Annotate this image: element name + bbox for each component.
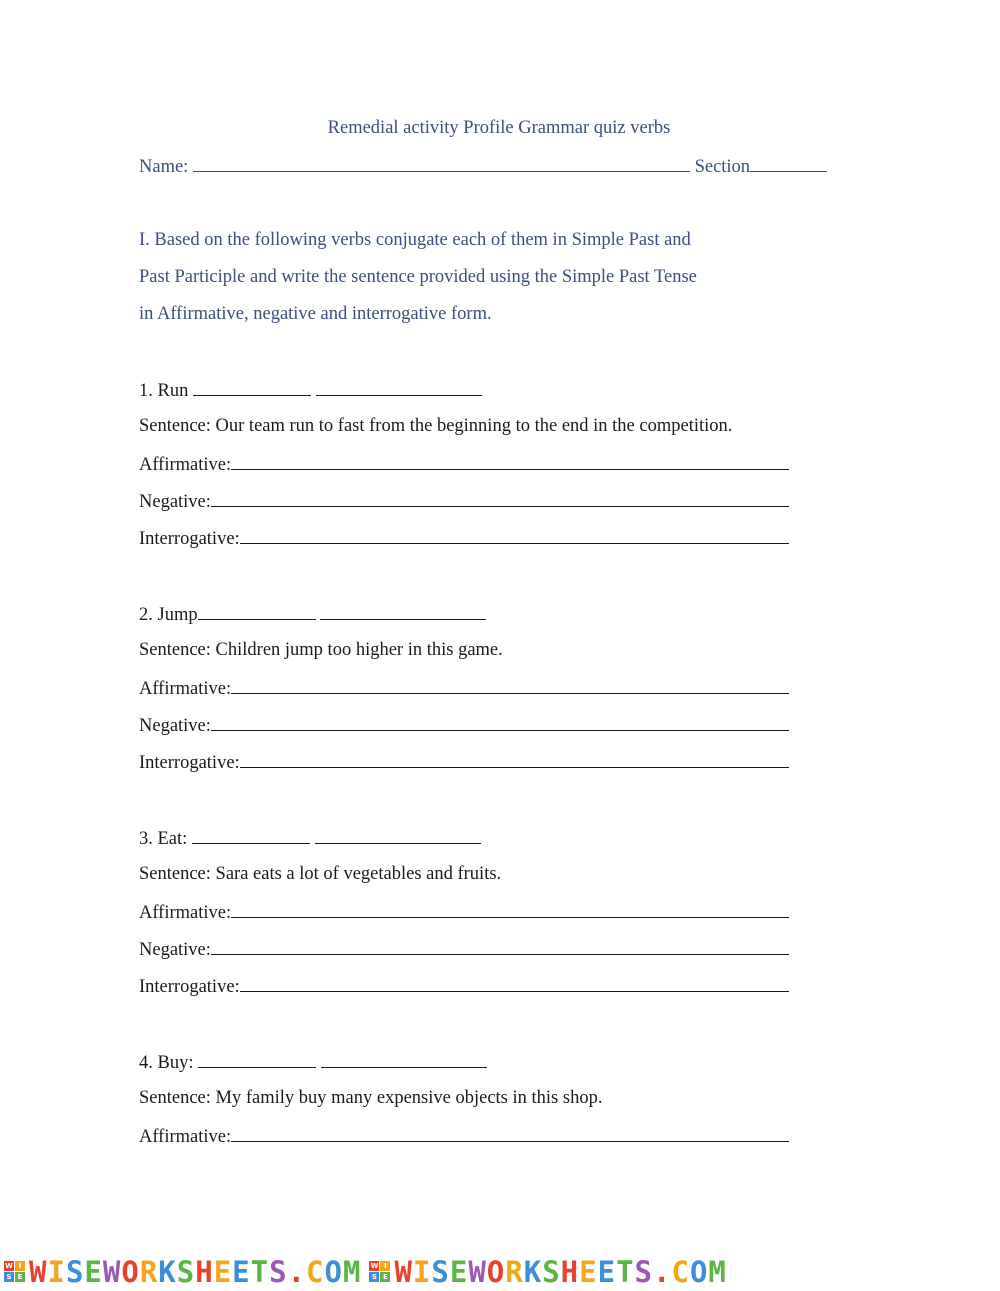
watermark-letter: .	[287, 1254, 307, 1289]
negative-row	[139, 488, 789, 514]
logo-letter: S	[4, 1272, 14, 1282]
sentence: Sentence: Our team run to fast from the beginning to the end in the competition.	[139, 416, 733, 436]
affirmative-blank[interactable]	[231, 899, 789, 918]
affirmative-row	[139, 675, 789, 701]
negative-label: Negative:	[139, 492, 211, 512]
watermark-letter: R	[139, 1254, 159, 1289]
watermark-letter: M	[342, 1254, 362, 1289]
logo-icon	[369, 1261, 390, 1282]
affirmative-label: Affirmative:	[139, 679, 232, 699]
watermark-letter: .	[653, 1254, 672, 1289]
sentence: Sentence: My family buy many expensive objects in this shop.	[139, 1088, 603, 1108]
verb-row	[139, 377, 482, 403]
section-blank[interactable]	[750, 153, 827, 172]
watermark-group	[369, 1254, 726, 1290]
interrogative-label: Interrogative:	[139, 753, 240, 773]
instruction-line-1: I. Based on the following verbs conjugate each of them in Simple Past and	[139, 230, 691, 250]
watermark-letter: E	[597, 1254, 617, 1289]
watermark-letter: T	[616, 1254, 635, 1289]
watermark-letter: W	[29, 1254, 48, 1289]
verb-row	[139, 825, 481, 851]
name-row	[139, 153, 827, 179]
simple-past-blank[interactable]	[192, 825, 310, 844]
logo-letter: I	[15, 1261, 25, 1271]
watermark-letter: H	[560, 1254, 580, 1289]
negative-blank[interactable]	[211, 488, 789, 507]
watermark-letter: S	[542, 1254, 561, 1289]
logo-letter: S	[369, 1272, 379, 1282]
watermark-letter: C	[671, 1254, 690, 1289]
negative-blank[interactable]	[211, 712, 789, 731]
watermark-letter: E	[449, 1254, 469, 1289]
watermark-letter: K	[523, 1254, 543, 1289]
affirmative-blank[interactable]	[231, 1123, 789, 1142]
logo-letter: W	[370, 1262, 379, 1270]
instruction-line-2: Past Participle and write the sentence provided using the Simple Past Tense	[139, 267, 697, 287]
verb-label: 3. Eat:	[139, 829, 188, 849]
interrogative-label: Interrogative:	[139, 977, 240, 997]
past-participle-blank[interactable]	[320, 601, 486, 620]
watermark-letter: W	[394, 1254, 413, 1289]
watermark-footer	[0, 1252, 1000, 1291]
instruction-line-3: in Affirmative, negative and interrogative form.	[139, 304, 492, 324]
past-participle-blank[interactable]	[321, 1049, 487, 1068]
watermark-letter: E	[232, 1254, 251, 1289]
watermark-letter: O	[689, 1254, 709, 1289]
watermark-letter: S	[269, 1254, 288, 1289]
sentence: Sentence: Children jump too higher in this game.	[139, 640, 503, 660]
watermark-group	[4, 1254, 361, 1290]
affirmative-row	[139, 1123, 789, 1149]
logo-letter: E	[15, 1272, 25, 1282]
past-participle-blank[interactable]	[316, 377, 482, 396]
negative-label: Negative:	[139, 940, 211, 960]
verb-label: 2. Jump	[139, 605, 198, 625]
simple-past-blank[interactable]	[193, 377, 311, 396]
watermark-letter: W	[468, 1254, 487, 1289]
logo-icon	[4, 1261, 25, 1282]
watermark-letter: E	[579, 1254, 598, 1289]
negative-label: Negative:	[139, 716, 211, 736]
affirmative-label: Affirmative:	[139, 455, 232, 475]
affirmative-blank[interactable]	[231, 675, 789, 694]
watermark-letter: M	[708, 1254, 727, 1289]
watermark-letter: E	[213, 1254, 233, 1289]
watermark-text	[394, 1254, 726, 1290]
logo-letter: W	[5, 1262, 13, 1270]
watermark-letter: I	[47, 1254, 66, 1289]
watermark-letter: S	[65, 1254, 85, 1289]
simple-past-blank[interactable]	[198, 601, 316, 620]
sentence: Sentence: Sara eats a lot of vegetables and fruits.	[139, 864, 502, 884]
watermark-letter: S	[431, 1254, 450, 1289]
negative-blank[interactable]	[211, 936, 789, 955]
interrogative-blank[interactable]	[240, 525, 789, 544]
name-blank[interactable]	[193, 153, 690, 172]
verb-label: 4. Buy:	[139, 1053, 194, 1073]
simple-past-blank[interactable]	[198, 1049, 316, 1068]
interrogative-row	[139, 749, 789, 775]
watermark-letter: O	[121, 1254, 140, 1289]
watermark-letter: H	[195, 1254, 214, 1289]
negative-row	[139, 936, 789, 962]
watermark-letter: S	[176, 1254, 196, 1289]
logo-letter: I	[380, 1261, 390, 1271]
interrogative-blank[interactable]	[240, 749, 789, 768]
affirmative-label: Affirmative:	[139, 1127, 232, 1147]
name-label: Name:	[139, 157, 189, 177]
affirmative-blank[interactable]	[231, 451, 789, 470]
affirmative-row	[139, 451, 789, 477]
logo-letter: E	[380, 1272, 390, 1282]
affirmative-label: Affirmative:	[139, 903, 232, 923]
negative-row	[139, 712, 789, 738]
watermark-letter: O	[486, 1254, 506, 1289]
watermark-letter: O	[324, 1254, 343, 1289]
interrogative-blank[interactable]	[240, 973, 789, 992]
verb-label: 1. Run	[139, 381, 189, 401]
watermark-letter: K	[158, 1254, 177, 1289]
watermark-letter: W	[102, 1254, 122, 1289]
section-label: Section	[694, 157, 751, 177]
watermark-letter: E	[84, 1254, 103, 1289]
interrogative-row	[139, 973, 789, 999]
watermark-letter: R	[505, 1254, 524, 1289]
watermark-letter: C	[306, 1254, 325, 1289]
verb-row	[139, 1049, 487, 1075]
worksheet-title: Remedial activity Profile Grammar quiz verbs	[327, 118, 671, 138]
affirmative-row	[139, 899, 789, 925]
watermark-letter: T	[250, 1254, 270, 1289]
watermark-text	[29, 1254, 361, 1290]
past-participle-blank[interactable]	[315, 825, 481, 844]
watermark-letter: S	[634, 1254, 653, 1289]
watermark-letter: I	[412, 1254, 432, 1289]
verb-row	[139, 601, 486, 627]
interrogative-row	[139, 525, 789, 551]
interrogative-label: Interrogative:	[139, 529, 240, 549]
